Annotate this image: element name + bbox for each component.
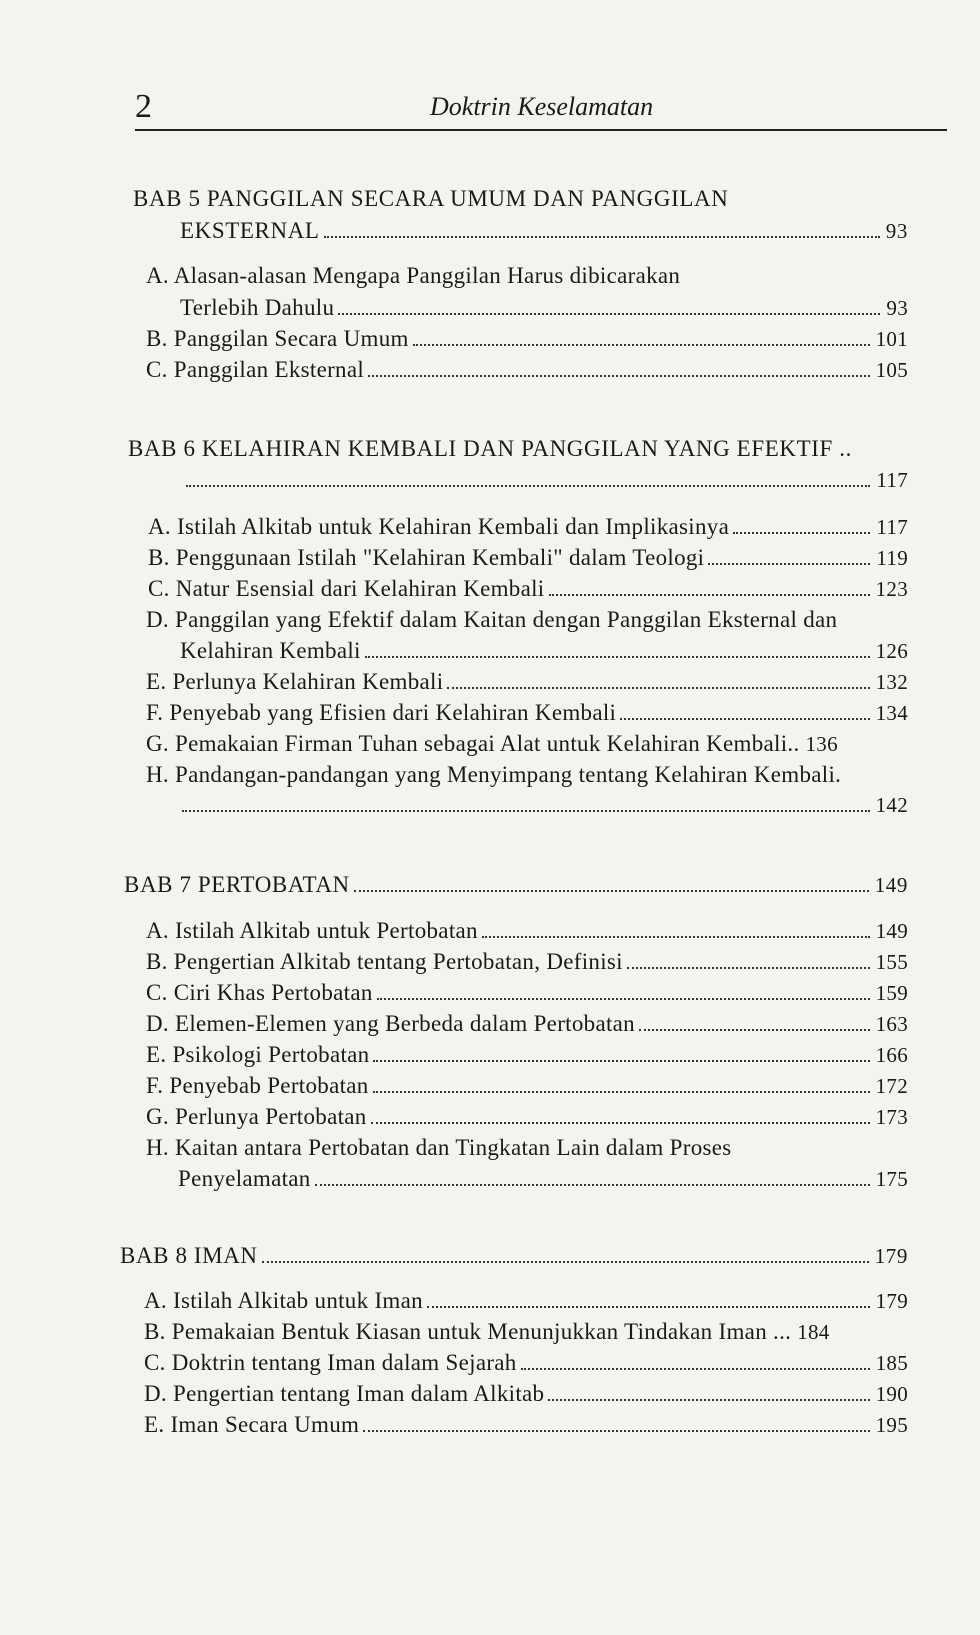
page-ref: 149 [874, 873, 908, 897]
toc-item-text: E. Perlunya Kelahiran Kembali [146, 669, 444, 694]
toc-item-text: E. Iman Secara Umum [144, 1412, 360, 1437]
toc-item-text: D. Panggilan yang Efektif dalam Kaitan dengan Panggilan Eksternal dan [146, 607, 838, 632]
page-ref: 132 [875, 670, 908, 694]
dot-leader [620, 718, 869, 720]
page-ref: 163 [875, 1012, 908, 1036]
toc-entry[interactable] [148, 576, 908, 602]
toc-entry[interactable] [186, 468, 908, 493]
toc-entry[interactable] [146, 700, 908, 726]
toc-item-text: Kelahiran Kembali [180, 638, 361, 663]
toc-item-text: G. Perlunya Pertobatan [146, 1104, 367, 1129]
toc-entry[interactable] [120, 1243, 908, 1269]
page-ref: 184 [797, 1320, 830, 1344]
toc-entry[interactable] [178, 1166, 908, 1192]
chapter-title: BAB 5 PANGGILAN SECARA UMUM DAN PANGGILAN [133, 186, 729, 211]
toc-item-text: Terlebih Dahulu [180, 295, 335, 320]
toc-entry[interactable] [144, 1381, 908, 1407]
dot-leader [324, 236, 880, 238]
dot-leader [354, 890, 869, 892]
page-ref: 149 [875, 919, 908, 943]
page-ref: 93 [886, 296, 908, 320]
page-ref: 159 [875, 981, 908, 1005]
dot-leader [482, 936, 870, 938]
page-ref: 105 [875, 358, 908, 382]
dot-leader [373, 1060, 869, 1062]
chapter-title: BAB 6 KELAHIRAN KEMBALI DAN PANGGILAN YANG EFEKTIF .. [128, 436, 852, 461]
dot-leader [186, 485, 870, 487]
dot-leader [365, 656, 870, 658]
toc-entry[interactable] [146, 326, 908, 352]
toc-item-text: A. Istilah Alkitab untuk Pertobatan [146, 918, 478, 943]
dot-leader [182, 810, 870, 812]
page-ref: 166 [875, 1043, 908, 1067]
toc-item-text: C. Panggilan Eksternal [146, 357, 365, 382]
toc-item-text: F. Penyebab yang Efisien dari Kelahiran Kembali [146, 700, 617, 725]
dot-leader [521, 1368, 870, 1370]
page-ref: 185 [875, 1351, 908, 1375]
dot-leader [708, 563, 870, 565]
toc-entry[interactable] [182, 793, 908, 818]
chapter-title-cont: EKSTERNAL [180, 218, 320, 243]
toc-entry[interactable] [146, 1011, 908, 1037]
page-ref: 173 [875, 1105, 908, 1129]
page-ref: 119 [876, 546, 908, 570]
page-ref: 101 [875, 327, 908, 351]
toc-item-text: G. Pemakaian Firman Tuhan sebagai Alat untuk Kelahiran Kembali.. [146, 731, 800, 756]
toc-item-text: F. Penyebab Pertobatan [146, 1073, 369, 1098]
toc-item-text: D. Elemen-Elemen yang Berbeda dalam Pertobatan [146, 1011, 635, 1036]
page-ref: 136 [805, 732, 838, 756]
dot-leader [549, 594, 870, 596]
toc-item-text: H. Pandangan-pandangan yang Menyimpang tentang Kelahiran Kembali. [146, 762, 842, 787]
page-ref: 175 [875, 1167, 908, 1191]
header-rule [135, 129, 947, 131]
page-header [135, 88, 945, 128]
toc-entry[interactable] [180, 638, 908, 664]
toc-entry[interactable] [180, 295, 908, 321]
page-ref: 155 [875, 950, 908, 974]
dot-leader [548, 1399, 869, 1401]
toc-item-text: A. Istilah Alkitab untuk Iman [144, 1288, 423, 1313]
dot-leader [733, 532, 870, 534]
toc-item-text: C. Doktrin tentang Iman dalam Sejarah [144, 1350, 517, 1375]
page-ref: 190 [875, 1382, 908, 1406]
toc-item-text: H. Kaitan antara Pertobatan dan Tingkatan Lain dalam Proses [146, 1135, 732, 1160]
toc-entry[interactable] [148, 545, 908, 571]
page-ref: 134 [875, 701, 908, 725]
toc-entry[interactable] [146, 1042, 908, 1068]
toc-entry[interactable] [124, 872, 908, 898]
toc-entry[interactable] [148, 514, 908, 540]
page-ref: 172 [875, 1074, 908, 1098]
toc-entry[interactable] [146, 1104, 908, 1130]
page-ref: 117 [876, 468, 908, 492]
dot-leader [427, 1306, 870, 1308]
dot-leader [262, 1261, 869, 1263]
toc-item-text: C. Ciri Khas Pertobatan [146, 980, 373, 1005]
toc-entry[interactable] [146, 949, 908, 975]
toc-item-text: A. Alasan-alasan Mengapa Panggilan Harus dibicarakan [146, 263, 681, 288]
chapter-title: BAB 8 IMAN [120, 1243, 258, 1268]
dot-leader [639, 1029, 870, 1031]
toc-entry[interactable] [146, 669, 908, 695]
dot-leader [373, 1091, 870, 1093]
page-ref: 179 [874, 1244, 908, 1268]
toc-item-text: E. Psikologi Pertobatan [146, 1042, 370, 1067]
page-ref: 117 [876, 515, 908, 539]
dot-leader [368, 375, 870, 377]
toc-item-text: B. Pengertian Alkitab tentang Pertobatan, Definisi [146, 949, 623, 974]
toc-item-text: B. Penggunaan Istilah "Kelahiran Kembali" dalam Teologi [148, 545, 705, 570]
page-number: 2 [135, 88, 152, 125]
page-ref: 179 [875, 1289, 908, 1313]
toc-item-text: B. Pemakaian Bentuk Kiasan untuk Menunjukkan Tindakan Iman ... [144, 1319, 792, 1344]
dot-leader [371, 1122, 870, 1124]
toc-entry[interactable] [144, 1288, 908, 1314]
toc-entry[interactable] [146, 980, 908, 1006]
page-ref: 126 [875, 639, 908, 663]
toc-entry[interactable] [146, 731, 908, 757]
toc-item-text: B. Panggilan Secara Umum [146, 326, 409, 351]
page-ref: 142 [875, 793, 908, 817]
page-ref: 93 [885, 219, 908, 243]
dot-leader [338, 313, 880, 315]
toc-item-text: C. Natur Esensial dari Kelahiran Kembali [148, 576, 545, 601]
dot-leader [315, 1184, 870, 1186]
toc-entry[interactable] [146, 357, 908, 383]
toc-entry[interactable] [146, 1073, 908, 1099]
toc-entry[interactable] [144, 1319, 908, 1345]
dot-leader [627, 967, 870, 969]
dot-leader [413, 344, 870, 346]
dot-leader [363, 1430, 869, 1432]
toc-item-text: Penyelamatan [178, 1166, 311, 1191]
running-title: Doktrin Keselamatan [430, 92, 654, 121]
dot-leader [447, 687, 869, 689]
page-ref: 123 [875, 577, 908, 601]
toc-entry[interactable] [146, 918, 908, 944]
toc-item-text: D. Pengertian tentang Iman dalam Alkitab [144, 1381, 545, 1406]
toc-item-text: A. Istilah Alkitab untuk Kelahiran Kembali dan Implikasinya [148, 514, 730, 539]
page-ref: 195 [875, 1413, 908, 1437]
toc-entry[interactable] [180, 218, 908, 244]
dot-leader [377, 998, 870, 1000]
toc-entry[interactable] [144, 1350, 908, 1376]
toc-entry[interactable] [144, 1412, 908, 1438]
chapter-title: BAB 7 PERTOBATAN [124, 872, 350, 897]
